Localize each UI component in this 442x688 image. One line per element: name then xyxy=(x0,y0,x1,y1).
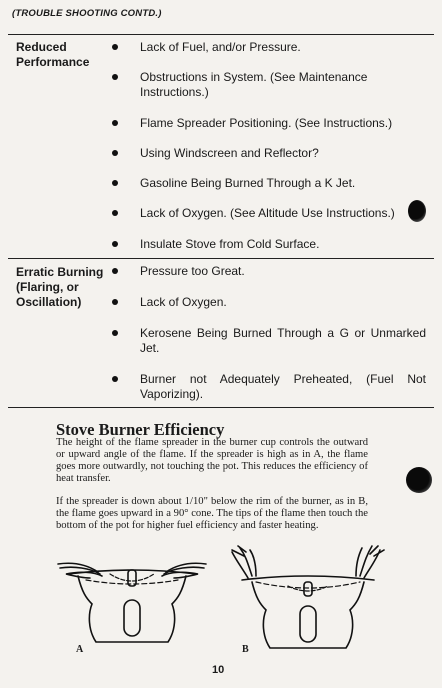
flame-right xyxy=(370,546,384,556)
bullet-icon xyxy=(112,180,118,186)
bullet-icon xyxy=(112,268,118,274)
list-item: Pressure too Great. xyxy=(114,264,426,279)
bullet-icon xyxy=(112,330,118,336)
paragraph: If the spreader is down about 1/10" below the rim of the burner, as in B, the flame goes upward in a 90° cone. The tips of the flame then touch the bottom of the pot for higher fuel efficiency and faster heating. xyxy=(56,496,368,531)
section-heading: Stove Burner Efficiency xyxy=(56,420,225,439)
bullet-icon xyxy=(112,210,118,216)
burner-rim xyxy=(242,576,374,580)
flame-left xyxy=(232,552,248,578)
list-item: Gasoline Being Burned Through a K Jet. xyxy=(114,176,426,191)
bullet-icon xyxy=(112,74,118,80)
jet-slot xyxy=(300,606,316,642)
bullet-icon xyxy=(112,299,118,305)
burner-diagram-b xyxy=(228,532,388,652)
hole-punch xyxy=(408,200,426,222)
list-item: Flame Spreader Positioning. (See Instructions.) xyxy=(114,116,426,131)
page-number: 10 xyxy=(212,664,225,676)
running-head: (TROUBLE SHOOTING CONTD.) xyxy=(12,8,162,19)
list-item: Using Windscreen and Reflector? xyxy=(114,146,426,161)
spreader-stem xyxy=(304,582,312,596)
bullet-icon xyxy=(112,44,118,50)
list-item: Lack of Oxygen. xyxy=(114,295,426,310)
section-label-line: Reduced xyxy=(16,40,67,54)
section-divider xyxy=(8,407,434,408)
list-item: Lack of Oxygen. (See Altitude Use Instructions.) xyxy=(114,206,426,221)
bullet-icon xyxy=(112,150,118,156)
section-label-line: Erratic Burning xyxy=(16,265,104,279)
list-item: Kerosene Being Burned Through a G or Unmarked Jet. xyxy=(114,326,426,356)
top-rule xyxy=(8,34,434,35)
section-label-erratic-burning xyxy=(16,265,103,310)
list-item: Lack of Fuel, and/or Pressure. xyxy=(114,40,426,55)
figure-label-b: B xyxy=(242,644,249,655)
burner-cup xyxy=(252,582,364,648)
jet-slot xyxy=(124,600,140,636)
list-item: Burner not Adequately Preheated, (Fuel Not Vaporizing). xyxy=(114,372,426,402)
pot-bottom-dashed xyxy=(256,582,360,588)
section-divider xyxy=(8,258,434,259)
flame-right xyxy=(360,546,372,576)
burner-diagram-a xyxy=(52,552,212,652)
paragraph: The height of the flame spreader in the burner cup controls the outward or upward angle of the flame. If the spreader is high as in A, the flame goes more outwardly, not touching the pot. This reduces the efficiency of heat transfer. xyxy=(56,437,368,484)
list-item: Insulate Stove from Cold Surface. xyxy=(114,237,426,252)
hole-punch xyxy=(406,467,432,493)
pot-bottom-dashed xyxy=(86,580,178,584)
section-label-line: (Flaring, or xyxy=(16,280,79,294)
section-label-line: Performance xyxy=(16,55,90,69)
bullet-icon xyxy=(112,241,118,247)
list-item: Obstructions in System. (See Maintenance Instructions.) xyxy=(114,70,426,100)
spreader xyxy=(110,574,154,581)
section-label-line: Oscillation) xyxy=(16,295,82,309)
section-label-reduced-performance xyxy=(16,40,89,70)
bullet-icon xyxy=(112,120,118,126)
figure-label-a: A xyxy=(76,644,84,655)
bullet-icon xyxy=(112,376,118,382)
